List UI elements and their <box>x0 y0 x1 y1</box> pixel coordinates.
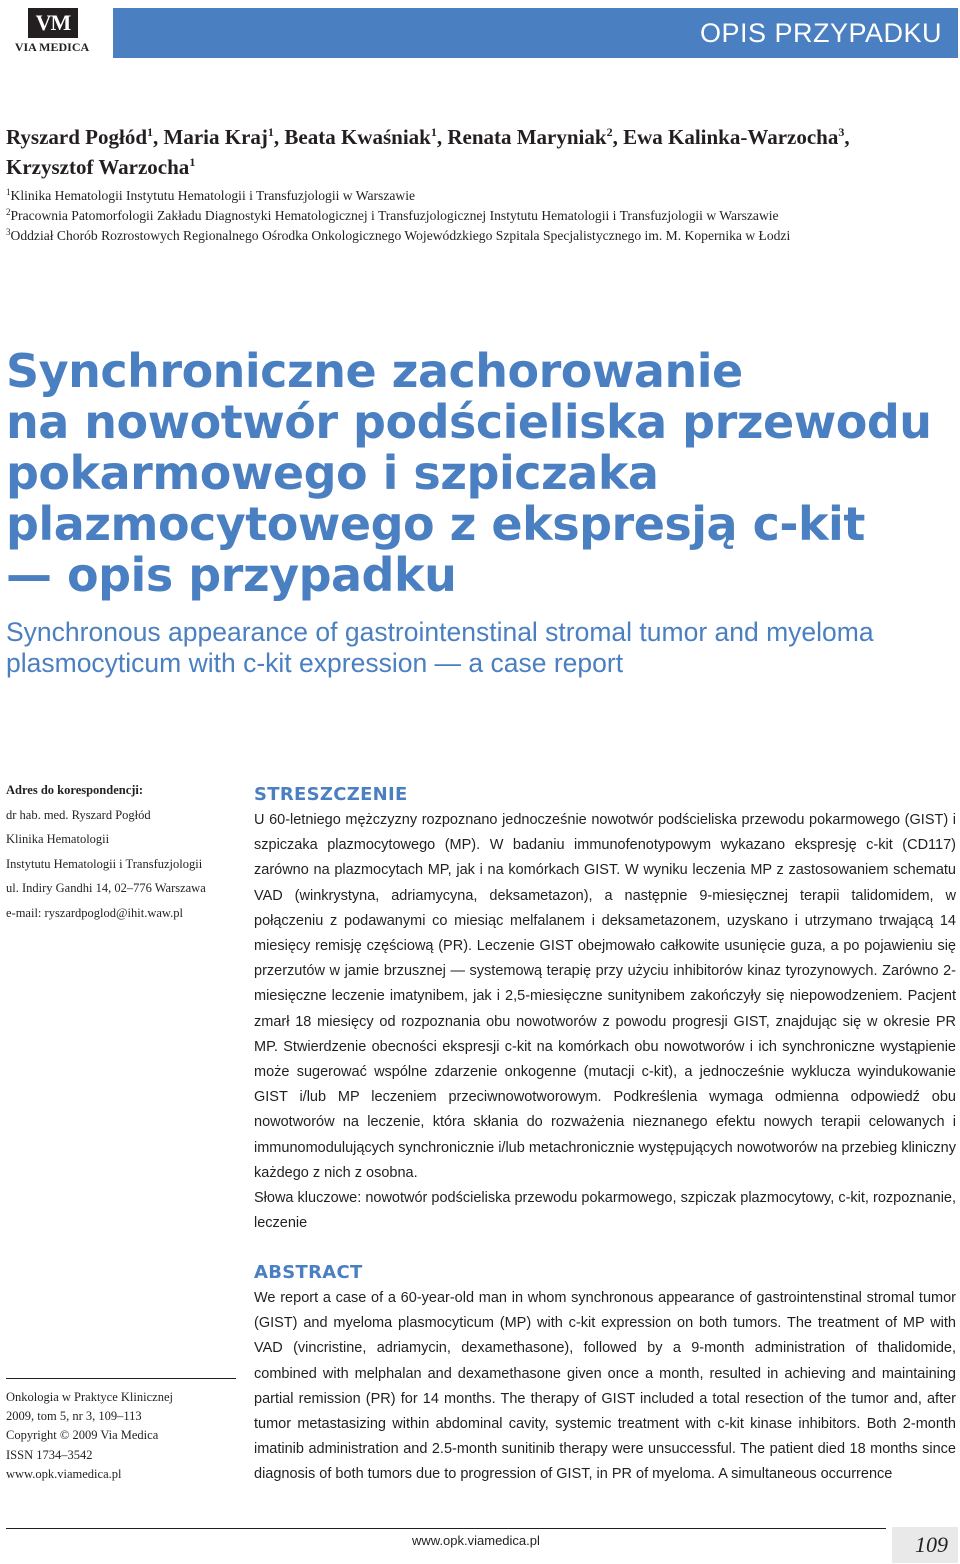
author-list: Ryszard Pogłód$^1$, Maria Kraj$^1$, Beata Kwaśniak$^1$, Renata Maryniak$^2$, Ewa Kalinka-Warzocha$^3$, Krzysztof Warzocha$^1$ <box>6 125 850 179</box>
author-name: Ewa Kalinka-Warzocha <box>623 125 839 149</box>
logo-mark: VM <box>28 8 78 38</box>
journal-line: ISSN 1734–3542 <box>6 1447 93 1462</box>
affiliation-1 <box>6 186 956 206</box>
correspondence-line: ul. Indiry Gandhi 14, 02–776 Warszawa <box>6 881 206 895</box>
correspondence-line: Klinika Hematologii <box>6 832 110 846</box>
section-label: OPIS PRZYPADKU <box>699 18 942 48</box>
affiliation-sup: 1 <box>6 187 11 197</box>
article-subtitle <box>6 617 956 679</box>
title-line: Synchroniczne zachorowanie <box>6 344 743 398</box>
abstract-text: We report a case of a 60-year-old man in whom synchronous appearance of gastrointenstinal stromal tumor (GIST) and myeloma plasmocyticum (MP) with c-kit expression on both tumors. The treatment of MP with VAD (vincristine, adriamycin, dexamethasone), followed by a 9-month administration of thalidomide, combined with melphalan and dexamethasone given once a month, resulted in achieving and maintaining partial remission (PR) for 14 months. The therapy of GIST included a total resection of the tumor and, after tumor metastasizing within abdominal cavity, systemic treatment with c-kit kinase inhibitors. Both 2-month imatinib administration and 2.5-month sunitinib therapy were unsuccessful. The patient died 18 months since diagnosis of both tumors due to progression of GIST, in PR of myeloma. A simultaneous occurrence <box>254 1290 956 1483</box>
affiliation-3 <box>6 226 956 246</box>
title-line: — opis przypadku <box>6 548 457 602</box>
correspondence-email[interactable]: e-mail: ryszardpoglod@ihit.waw.pl <box>6 905 183 920</box>
abstract-heading: ABSTRACT <box>254 1262 363 1283</box>
streszczenie-text: U 60-letniego mężczyzny rozpoznano jednocześnie nowotwór podścieliska przewodu pokarmowego (GIST) i szpiczaka plazmocytowego (MP). W badaniu immunofenotypowym wykazano ekspresję c-kit (CD117) zarówno na plazmocytach MP, jak i na komórkach GIST. W wyniku leczenia MP z zastosowaniem schematu VAD (winkrystyna, adriamycyna, deksametazon), a następnie 9-miesięcznej terapii talidomidem, w połączeniu z podawanymi co miesiąc melfalanem i deksametazonem, uzyskano i utrzymano trwającą 14 miesięcy remisję częściową (PR). Leczenie GIST obejmowało całkowite usunięcie guza, a po pojawieniu się przerzutów w jamie brzusznej — systemową terapię przy użyciu inhibitorów kinaz tyrozynowych. Zarówno 2-miesięczne leczenie imatynibem, jak i 2,5-miesięczne sunitynibem zakończyły się niepowodzeniem. Pacjent zmarł 18 miesięcy od rozpoznania obu nowotworów z powodu progresji GIST, znajdując się w okresie PR MP. Stwierdzenie obecności ekspresji c-kit na komórkach obu nowotworów i ich synchroniczne wystąpienie może sugerować wspólne zdarzenie onkogenne (mutacji c-kit), a jednocześnie wyklucza wyindukowanie GIST i/lub MP leczeniem przeciwnowotworowym. Podkreślenia wymaga odmienna odpowiedź obu nowotworów na leczenie, która skłania do rozważenia nieznanego efektu nowych terapii celowanych i immunomodulujących synchronicznie i/lub metachronicznie występujących nowotworów na przebieg kliniczny każdego z nich z osobna. <box>254 812 956 1181</box>
journal-url[interactable]: www.opk.viamedica.pl <box>6 1466 122 1481</box>
affiliation-sup: 3 <box>6 227 11 237</box>
author-name: Ryszard Pogłód <box>6 125 148 149</box>
logo-text: VIA MEDICA <box>14 40 90 54</box>
author-sup: 1 <box>430 125 437 139</box>
footer-url[interactable]: www.opk.viamedica.pl <box>412 1533 540 1548</box>
correspondence-line: Instytutu Hematologii i Transfuzjologii <box>6 856 203 871</box>
title-line: na nowotwór podścieliska przewodu <box>6 395 932 449</box>
keywords <box>254 1186 956 1236</box>
section-header-bar <box>113 8 958 58</box>
author-sup: 1 <box>267 125 274 139</box>
correspondence-address <box>6 778 236 925</box>
journal-info <box>6 1388 236 1484</box>
title-line: pokarmowego i szpiczaka <box>6 446 659 500</box>
affiliation-text: Oddział Chorób Rozrostowych Regionalnego Ośrodka Onkologicznego Wojewódzkiego Szpitala Specjalistycznego im. M. Kopernika w Łodzi <box>10 228 791 243</box>
article-title <box>6 346 956 601</box>
affiliation-text: Klinika Hematologii Instytutu Hematologii i Transfuzjologii w Warszawie <box>10 188 416 203</box>
journal-line: Copyright © 2009 Via Medica <box>6 1428 159 1443</box>
title-line: plazmocytowego z ekspresją c-kit <box>6 497 865 551</box>
keywords-text: nowotwór podścieliska przewodu pokarmowego, szpiczak plazmocytowy, c-kit, rozpoznanie, leczenie <box>254 1190 957 1232</box>
author-name: Maria Kraj <box>163 125 268 149</box>
author-sup: 1 <box>189 155 196 169</box>
page-number: 109 <box>915 1532 948 1557</box>
journal-divider <box>6 1378 236 1379</box>
author-sup: 3 <box>838 125 845 139</box>
author-name: Renata Maryniak <box>447 125 607 149</box>
streszczenie-heading: STRESZCZENIE <box>254 784 408 805</box>
correspondence-heading: Adres do korespondencji: <box>6 783 144 797</box>
affiliation-2 <box>6 206 956 226</box>
affiliation-sup: 2 <box>6 207 11 217</box>
footer-rule <box>6 1528 886 1529</box>
subtitle-line: plasmocyticum with c-kit expression — a case report <box>6 648 624 678</box>
affiliation-text: Pracownia Patomorfologii Zakładu Diagnostyki Hematologicznej i Transfuzjologicznej Instytutu Hematologii i Transfuzjologii w Warszawie <box>10 208 779 223</box>
author-sup: 2 <box>606 125 613 139</box>
subtitle-line: Synchronous appearance of gastrointenstinal stromal tumor and myeloma <box>6 617 874 647</box>
author-name: Beata Kwaśniak <box>284 125 431 149</box>
keywords-label: Słowa kluczowe: <box>254 1190 362 1206</box>
author-sup: 1 <box>147 125 154 139</box>
page-number-box <box>892 1527 958 1563</box>
journal-line: 2009, tom 5, nr 3, 109–113 <box>6 1409 142 1424</box>
journal-line: Onkologia w Praktyce Klinicznej <box>6 1390 173 1404</box>
author-name: Krzysztof Warzocha <box>6 155 190 179</box>
via-medica-logo <box>6 8 98 52</box>
correspondence-line: dr hab. med. Ryszard Pogłód <box>6 807 151 822</box>
